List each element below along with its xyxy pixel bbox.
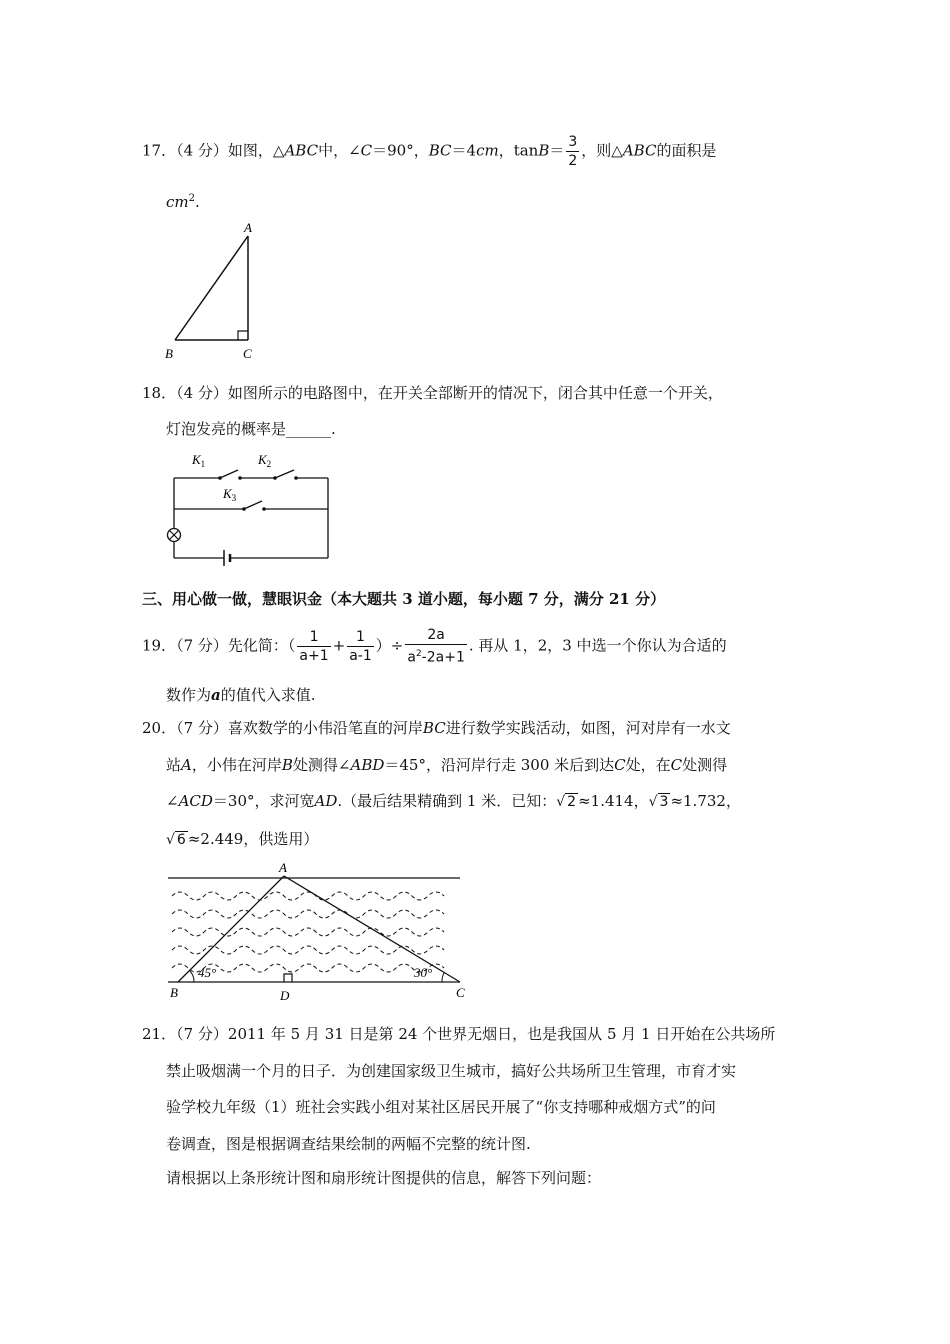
q17-unit-end: . bbox=[195, 193, 200, 211]
q17-number: 17． bbox=[142, 141, 177, 160]
q18-text: 灯泡发亮的概率是______. bbox=[166, 420, 336, 438]
q19-number: 19． bbox=[142, 636, 177, 655]
q19-fraction-2 bbox=[347, 628, 374, 665]
q17-line1 bbox=[142, 133, 716, 170]
sqrt-radicand: 3 bbox=[659, 794, 669, 810]
q20-text: 进行数学实践活动，如图，河对岸有一水文 bbox=[445, 719, 731, 737]
label-c: C bbox=[243, 346, 252, 361]
frac-den-sup: 2 bbox=[415, 649, 422, 659]
q20-var: B bbox=[281, 756, 293, 774]
wave bbox=[172, 892, 444, 900]
q17-text: ＝90°， bbox=[372, 141, 429, 160]
q17-text: 中，∠ bbox=[318, 141, 361, 160]
q20-var: ACD bbox=[178, 792, 213, 810]
q20-text: ≈1.414， bbox=[578, 792, 649, 810]
switch-k1 bbox=[220, 470, 238, 478]
q20-line3 bbox=[166, 790, 741, 813]
label-d: D bbox=[280, 988, 290, 1003]
q20-score: （7 分） bbox=[176, 719, 228, 737]
q20-var: ABD bbox=[350, 756, 385, 774]
q21-line4: 卷调查，图是根据调查结果绘制的两幅不完整的统计图. bbox=[166, 1135, 531, 1153]
wave bbox=[172, 910, 444, 918]
q20-text: ＝45°，沿河岸行走 300 米后到达 bbox=[384, 756, 615, 774]
label-k1: $K_1$ bbox=[192, 452, 206, 469]
q17-var: ABC bbox=[284, 141, 319, 160]
q20-text: 处测得∠ bbox=[292, 756, 351, 774]
frac-num: 2a bbox=[405, 626, 467, 645]
frac-den: a-1 bbox=[349, 647, 372, 664]
sqrt-3: √ 3 bbox=[648, 794, 669, 810]
q17-triangle-figure bbox=[160, 218, 270, 368]
frac-num: 1 bbox=[347, 628, 374, 647]
q17-fraction bbox=[566, 133, 579, 170]
q21-score: （7 分） bbox=[176, 1025, 228, 1043]
q19-score: （7 分） bbox=[176, 636, 228, 655]
q18-circuit-figure bbox=[160, 446, 340, 566]
q20-number: 20． bbox=[142, 719, 177, 737]
q17-var: ABC bbox=[622, 141, 657, 160]
water-waves bbox=[172, 892, 444, 972]
sqrt-6: √ 6 bbox=[166, 832, 186, 848]
sqrt-2: √ 2 bbox=[556, 794, 577, 810]
q17-text: ，tan bbox=[498, 141, 539, 160]
q21-line5: 请根据以上条形统计图和扇形统计图提供的信息，解答下列问题： bbox=[166, 1169, 602, 1187]
q20-line2 bbox=[166, 754, 727, 776]
q20-text: ≈1.732， bbox=[670, 792, 741, 810]
q20-var: BC bbox=[422, 719, 446, 737]
q17-line2 bbox=[166, 188, 200, 213]
q20-text: ≈2.449，供选用） bbox=[187, 830, 319, 848]
q19-var: a bbox=[211, 686, 221, 704]
q18-line1 bbox=[142, 382, 723, 404]
label-c: C bbox=[456, 985, 465, 1000]
q21-line3: 验学校九年级（1）班社会实践小组对某社区居民开展了“你支持哪种戒烟方式”的问 bbox=[166, 1098, 716, 1116]
q17-text: 如图，△ bbox=[227, 141, 285, 160]
q20-var: C bbox=[670, 756, 683, 774]
q17-var: B bbox=[538, 141, 550, 160]
q17-text: 的面积是 bbox=[656, 141, 717, 160]
q20-line1 bbox=[142, 717, 731, 739]
switch-k3 bbox=[244, 501, 262, 509]
q17-frac-num: 3 bbox=[568, 134, 578, 150]
q20-text: ＝30°，求河宽 bbox=[212, 792, 315, 810]
q17-text: ，则△ bbox=[581, 141, 623, 160]
q17-var: C bbox=[360, 141, 373, 160]
right-angle-mark bbox=[284, 974, 292, 982]
line-ab bbox=[178, 876, 284, 982]
q18-score: （4 分） bbox=[176, 384, 228, 402]
q19-text: ）÷ bbox=[375, 636, 404, 655]
angle-arc-30 bbox=[442, 973, 444, 982]
q20-line4 bbox=[166, 828, 318, 851]
q19-line1 bbox=[142, 626, 727, 667]
q20-river-figure bbox=[160, 858, 480, 1003]
label-k2: $K_2$ bbox=[258, 452, 272, 469]
side-ab bbox=[175, 236, 248, 340]
q19-fraction-3 bbox=[405, 626, 467, 667]
q20-var: AD bbox=[314, 792, 338, 810]
q17-unit: cm bbox=[166, 193, 189, 211]
q19-text: 的值代入求值. bbox=[220, 686, 316, 704]
label-angle-30: 30° bbox=[414, 965, 433, 980]
q17-score: （4 分） bbox=[176, 141, 228, 160]
q18-line2 bbox=[166, 418, 336, 440]
label-b: B bbox=[170, 985, 178, 1000]
switch-k2 bbox=[275, 470, 294, 478]
right-angle-mark bbox=[238, 331, 248, 340]
q19-text: 先化简：（ bbox=[227, 636, 296, 655]
frac-num: 1 bbox=[297, 628, 330, 647]
q20-text: ∠ bbox=[166, 792, 179, 810]
q17-var: BC bbox=[428, 141, 452, 160]
frac-den: a+1 bbox=[299, 647, 329, 664]
q20-text: 处测得 bbox=[682, 756, 728, 774]
frac-den bbox=[405, 645, 467, 667]
q17-frac-den: 2 bbox=[568, 153, 578, 169]
q19-text: 数作为 bbox=[166, 686, 212, 704]
q21-line2: 禁止吸烟满一个月的日子．为创建国家级卫生城市，搞好公共场所卫生管理，市育才实 bbox=[166, 1062, 737, 1080]
q20-text: 站 bbox=[166, 756, 182, 774]
wave bbox=[172, 928, 444, 936]
q17-unit-sup: 2 bbox=[188, 193, 195, 204]
frac-den-a: a bbox=[407, 649, 416, 666]
q19-text: . 再从 1，2，3 中选一个你认为合适的 bbox=[468, 636, 727, 655]
q18-number: 18． bbox=[142, 384, 177, 402]
q17-text: ＝ bbox=[549, 141, 565, 160]
label-a: A bbox=[279, 860, 287, 875]
q17-var: cm bbox=[476, 141, 499, 160]
q19-plus: + bbox=[332, 636, 346, 655]
section-3-heading: 三、用心做一做，慧眼识金（本大题共 3 道小题，每小题 7 分，满分 21 分） bbox=[142, 590, 666, 608]
sqrt-radicand: 6 bbox=[176, 832, 186, 848]
q20-text: 喜欢数学的小伟沿笔直的河岸 bbox=[227, 719, 423, 737]
q20-text: ，小伟在河岸 bbox=[191, 756, 282, 774]
q20-var: C bbox=[614, 756, 626, 774]
q19-line2 bbox=[166, 684, 316, 706]
q21-line1 bbox=[142, 1023, 775, 1045]
q21-number: 21． bbox=[142, 1025, 177, 1043]
q17-text: ＝4 bbox=[451, 141, 477, 160]
label-k3: $K_3$ bbox=[223, 486, 237, 503]
q20-text: 处，在 bbox=[625, 756, 671, 774]
label-b: B bbox=[165, 346, 173, 361]
q19-fraction-1 bbox=[297, 628, 330, 665]
angle-arc-45 bbox=[190, 971, 194, 982]
label-angle-45: 45° bbox=[198, 965, 217, 980]
line-ac bbox=[284, 876, 460, 982]
q21-text: 2011 年 5 月 31 日是第 24 个世界无烟日，也是我国从 5 月 1 日开始在公共场所 bbox=[227, 1025, 776, 1043]
label-a: A bbox=[244, 220, 252, 235]
q18-text: 如图所示的电路图中，在开关全部断开的情况下，闭合其中任意一个开关， bbox=[227, 384, 723, 402]
sqrt-radicand: 2 bbox=[567, 794, 577, 810]
frac-den-rest: -2a+1 bbox=[421, 649, 465, 666]
q20-var: A bbox=[181, 756, 192, 774]
q20-text: .（最后结果精确到 1 米．已知： bbox=[337, 792, 557, 810]
